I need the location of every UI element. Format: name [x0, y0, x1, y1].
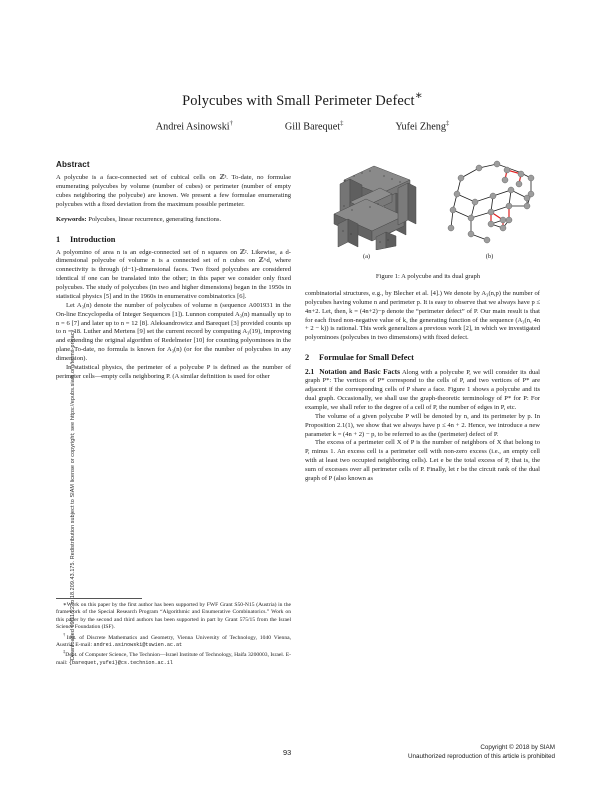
footnote-ddagger-text: Dept. of Computer Science, The Technion—Israel Institute of Technology, Haifa 3200003, Israel. E-mail: [56, 652, 292, 666]
figure-1-sublabels [305, 253, 551, 260]
section-1-title: Introduction [70, 235, 116, 245]
footnote-separator [56, 598, 142, 599]
section-1-paragraph-1: A polyomino of area n is an edge-connected set of n squares on ℤ². Likewise, a d-dimensional polycube of volume n is a connected set of n cubes on ℤ^d, where connectivity is through (d−1)-dimensional faces. Two fixed polycubes are considered identical if one can be translated into the other; in this paper we consider only fixed polycubes. The study of polycubes (in two and higher dimensions) began in the 1950s in statistical physics [5] and in the 1960s in enumerative combinatorics [6]. [56, 248, 291, 300]
keywords-label: Keywords: [56, 216, 87, 224]
page-number: 93 [283, 748, 292, 757]
figure-1-images [305, 158, 551, 250]
copyright-block [408, 744, 555, 762]
author-2-name: Gill Barequet [284, 121, 341, 133]
copyright-line-2: Unauthorized reproduction of this article is prohibited [407, 752, 555, 760]
abstract-heading: Abstract [56, 160, 90, 169]
author-3-name: Yufei Zheng [395, 121, 446, 133]
section-2-title: Formulae for Small Defect [319, 353, 414, 363]
section-2-number: 2 [305, 353, 310, 363]
footnote-dagger-text: Inst. of Discrete Mathematics and Geometry, Vienna University of Technology, 1040 Vienna, Austria, E-mail: [56, 634, 292, 649]
figure-1-caption: Figure 1: A polycube and its dual graph [375, 273, 481, 280]
figure-label-a: (a) [362, 253, 371, 260]
footnote-dagger-email: andrei.asinowski@tuwien.ac.at [93, 642, 183, 649]
section-1-heading [56, 234, 291, 245]
section-2-heading [305, 352, 540, 363]
section-1-paragraph-2: Let A₃(n) denote the number of polycubes of volume n (sequence A001931 in the On-line Encyclopedia of Integer Sequences [1]). Lunnon computed A₃(n) manually up to n = 6 [7] and later up to n = 12 [8]. Aleksandrowicz and Barequet [3] provided counts up to n = 18. Luther and Mertens [9] set the current record by computing A₃(19), improving and extending the original algorithm of Redelmeier [10] for counting polyominoes in the plane. To-date, no formula is known for A₃(n) (or for the number of polycubes in any dimension). [56, 301, 291, 362]
author-2-marker: ‡ [340, 120, 344, 127]
author-3-marker: ‡ [445, 120, 450, 127]
polycube-illustration [310, 158, 426, 250]
footnote-dagger [56, 632, 291, 650]
subsection-2-1-body: Along with a polycube P, we will consider its dual graph P*: The vertices of P* correspond to the cells of P, and two vertices of P* are adjacent if the corresponding cells of P share a face. Figure 1 shows a polycube and its dual graph. Occasionally, we shall use the graph-theoretic terminology of P* for P: For example, we shall refer to the degree of a cell of P, the number of edges in P, etc. [305, 368, 540, 411]
right-column [305, 290, 540, 484]
section-1-paragraph-3: In statistical physics, the perimeter of a polycube P is defined as the number of perimeter cells—empty cells neighboring P. (A similar definition is used for other [56, 363, 291, 380]
footnote-ddagger-marker: ‡ [63, 649, 66, 655]
page-title-text: Polycubes with Small Perimeter Defect [182, 92, 415, 109]
footnote-ddagger [56, 649, 291, 667]
author-1-marker: † [229, 120, 233, 127]
author-1-name: Andrei Asinowski [155, 121, 230, 133]
section-1-paragraph-4: combinatorial structures, e.g., by Blecher et al. [4].) We denote by A₃(n,p) the number of polycubes having volume n and perimeter p. It is easy to observe that we always have p ≤ 4n+2. Let, then, k = (4n+2)−p denote the “perimeter defect” of P. Our main result is that for each fixed non-negative value of k, the generating function of the sequence (A₃(n, 4n + 2 − k)) is rational. This work generalizes a previous work [2], in which we investigated polyominoes (polycubes in two dimensions) with fixed defect. [305, 290, 540, 342]
abstract-body: A polycube is a face-connected set of cubical cells on ℤ³. To-date, no formulae enumerating polycubes by volume (number of cubes) or perimeter (number of empty cubes neighboring the polycube) are known. We present a few formulae enumerating polycubes with a fixed deviation from the maximum possible perimeter. [56, 173, 291, 208]
author-1 [156, 120, 233, 132]
rights-notice-vertical: Downloaded 09/11/22 to 18.209.43.175. Redistribution subject to SIAM license or copyright; see https://epubs.siam.org/terms-privacy [70, 329, 76, 660]
footnote-star: ∗Work on this paper by the first author has been supported by FWF Grant S50-N15 (Austria) in the framework of the Special Research Program “Algorithmic and Enumerative Combinatorics.” Work on this paper by the second and third authors has been supported in part by Grant 575/15 from the Israel Science Foundation (ISF). [56, 602, 291, 631]
title-footnote-marker: ∗ [414, 88, 423, 102]
section-2-1-paragraph-1 [305, 367, 540, 413]
keywords-line [56, 216, 291, 225]
footnote-dagger-marker: † [63, 631, 67, 637]
subsection-2-1 [305, 367, 400, 376]
section-2-1-paragraph-2: The volume of a given polycube P will be denoted by n, and its perimeter by p. In Proposition 2.1(1), we show that we always have p ≤ 4n + 2. Hence, we introduce a new parameter k = (4n + 2) − p, to be referred to as the (perimeter) defect of P. [305, 412, 540, 438]
left-column [56, 160, 291, 382]
author-list [50, 120, 555, 132]
footnote-ddagger-email: {barequet,yufei}@cs.technion.ac.il [68, 659, 173, 666]
author-3 [395, 120, 449, 132]
figure-label-b: (b) [485, 253, 494, 260]
subsection-2-1-number: 2.1 [305, 366, 315, 376]
section-1-number: 1 [56, 235, 61, 245]
figure-1 [305, 158, 551, 280]
dual-graph-illustration [435, 158, 547, 250]
keywords-text: Polycubes, linear recurrence, generating functions. [88, 216, 222, 224]
copyright-line-1: Copyright © 2018 by SIAM [480, 744, 555, 751]
author-2 [285, 120, 343, 132]
footnote-block [56, 602, 291, 667]
section-2-1-paragraph-3: The excess of a perimeter cell X of P is the number of neighbors of X that belong to P, minus 1. An excess cell is a perimeter cell with non-zero excess (i.e., an empty cell with at least two occupied neighboring cells). Let e be the total excess of P, that is, the sum of excesses over all perimeter cells of P. Finally, let r be the circuit rank of the dual graph of P (also known as [305, 439, 540, 482]
subsection-2-1-title: Notation and Basic Facts [319, 366, 400, 376]
page-title [50, 88, 555, 110]
